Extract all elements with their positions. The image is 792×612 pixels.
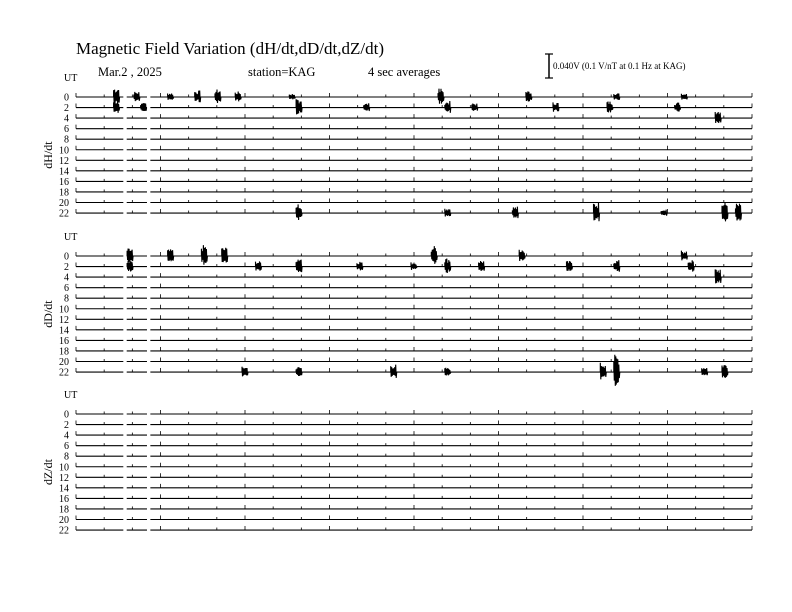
row-label: 6 bbox=[64, 124, 69, 136]
activity-burst bbox=[519, 250, 525, 261]
row-label: 12 bbox=[59, 472, 69, 484]
activity-burst bbox=[607, 102, 613, 113]
row-label: 8 bbox=[64, 293, 69, 305]
activity-burst bbox=[364, 103, 370, 111]
activity-burst bbox=[566, 261, 572, 271]
row-label: 22 bbox=[59, 367, 69, 379]
panel-label: dH/dt bbox=[41, 141, 55, 169]
row-label: 22 bbox=[59, 525, 69, 537]
row-label: 16 bbox=[59, 493, 69, 505]
activity-burst bbox=[134, 92, 140, 101]
activity-burst bbox=[445, 209, 451, 217]
row-label: 8 bbox=[64, 134, 69, 146]
activity-burst bbox=[479, 261, 485, 271]
date-label: Mar.2 , 2025 bbox=[98, 65, 162, 79]
ut-label: UT bbox=[64, 390, 78, 401]
row-label: 18 bbox=[59, 187, 69, 199]
activity-burst bbox=[222, 248, 228, 263]
activity-burst bbox=[391, 365, 397, 378]
row-label: 20 bbox=[59, 515, 69, 526]
activity-burst bbox=[127, 249, 133, 263]
row-label: 4 bbox=[64, 272, 69, 284]
activity-burst bbox=[526, 91, 532, 101]
row-label: 18 bbox=[59, 504, 69, 516]
row-label: 12 bbox=[59, 155, 69, 167]
row-label: 12 bbox=[59, 314, 69, 326]
row-label: 18 bbox=[59, 346, 69, 358]
row-label: 0 bbox=[64, 409, 69, 421]
row-label: 14 bbox=[59, 325, 69, 337]
activity-burst bbox=[702, 368, 708, 375]
activity-burst bbox=[472, 104, 478, 111]
chart-title: Magnetic Field Variation (dH/dt,dD/dt,dZ/dt) bbox=[76, 39, 385, 58]
row-label: 6 bbox=[64, 283, 69, 295]
activity-burst bbox=[168, 94, 174, 100]
activity-burst bbox=[722, 365, 728, 378]
activity-burst bbox=[431, 246, 437, 264]
activity-burst bbox=[675, 103, 681, 112]
activity-burst bbox=[296, 260, 302, 273]
panel-1 bbox=[41, 232, 752, 386]
row-label: 16 bbox=[59, 176, 69, 188]
activity-burst bbox=[201, 245, 207, 265]
panel-0 bbox=[41, 73, 752, 221]
activity-burst bbox=[445, 259, 451, 274]
activity-burst bbox=[195, 91, 201, 103]
activity-burst bbox=[512, 207, 518, 218]
activity-burst bbox=[715, 269, 721, 283]
activity-burst bbox=[445, 368, 451, 376]
activity-burst bbox=[445, 101, 451, 113]
activity-burst bbox=[235, 92, 241, 102]
panel-label: dD/dt bbox=[41, 300, 55, 328]
row-label: 4 bbox=[64, 113, 69, 125]
activity-burst bbox=[614, 93, 620, 99]
activity-burst bbox=[296, 367, 302, 376]
activity-burst bbox=[715, 112, 721, 123]
row-label: 22 bbox=[59, 208, 69, 220]
activity-burst bbox=[661, 210, 667, 216]
row-label: 6 bbox=[64, 441, 69, 453]
activity-burst bbox=[735, 204, 741, 221]
activity-burst bbox=[553, 102, 559, 111]
row-label: 10 bbox=[59, 145, 69, 157]
ut-label: UT bbox=[64, 232, 78, 243]
ut-label: UT bbox=[64, 73, 78, 84]
activity-burst bbox=[168, 249, 174, 261]
row-label: 8 bbox=[64, 451, 69, 463]
activity-burst bbox=[357, 262, 363, 270]
activity-burst bbox=[614, 260, 620, 272]
panel-label: dZ/dt bbox=[41, 459, 55, 486]
scale-bar bbox=[545, 54, 553, 78]
row-label: 0 bbox=[64, 92, 69, 104]
activity-burst bbox=[296, 204, 302, 220]
row-label: 14 bbox=[59, 166, 69, 178]
activity-burst bbox=[256, 261, 262, 270]
activity-burst bbox=[141, 103, 147, 111]
panels-group bbox=[41, 73, 752, 537]
row-label: 2 bbox=[64, 262, 69, 274]
activity-burst bbox=[114, 90, 120, 103]
activity-burst bbox=[681, 251, 687, 261]
activity-burst bbox=[289, 94, 295, 99]
activity-burst bbox=[614, 355, 620, 386]
activity-burst bbox=[722, 203, 728, 222]
row-label: 20 bbox=[59, 357, 69, 368]
row-label: 16 bbox=[59, 335, 69, 347]
scale-note: 0.040V (0.1 V/nT at 0.1 Hz at KAG) bbox=[553, 61, 686, 71]
row-label: 0 bbox=[64, 251, 69, 263]
activity-burst bbox=[215, 90, 221, 104]
station-label: station=KAG bbox=[248, 65, 316, 79]
row-label: 14 bbox=[59, 483, 69, 495]
activity-burst bbox=[681, 94, 687, 100]
activity-burst bbox=[600, 363, 606, 380]
row-label: 4 bbox=[64, 430, 69, 442]
activity-burst bbox=[127, 260, 133, 271]
row-label: 20 bbox=[59, 198, 69, 209]
row-label: 10 bbox=[59, 462, 69, 474]
averaging-label: 4 sec averages bbox=[368, 65, 441, 79]
row-label: 10 bbox=[59, 304, 69, 316]
activity-burst bbox=[438, 89, 444, 104]
activity-burst bbox=[296, 99, 302, 114]
panel-2 bbox=[41, 390, 752, 537]
activity-burst bbox=[114, 101, 120, 113]
activity-burst bbox=[688, 260, 694, 271]
row-label: 2 bbox=[64, 103, 69, 115]
row-label: 2 bbox=[64, 420, 69, 432]
activity-burst bbox=[594, 203, 600, 221]
